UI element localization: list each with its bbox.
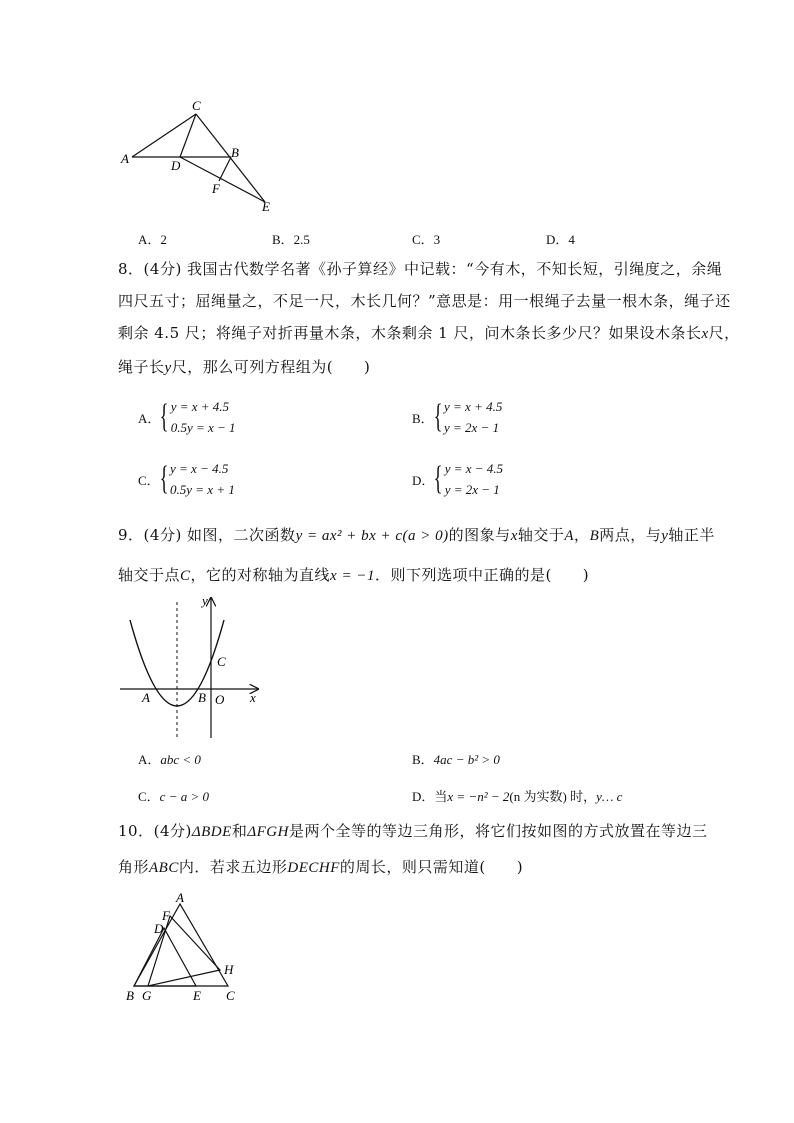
q7-option-c: C．3: [412, 232, 441, 247]
q10-label-A: A: [176, 890, 184, 905]
q8-line-1: 8．(4分) 我国古代数学名著《孙子算经》中记载：“今有木，不知长短，引绳度之，余绳: [118, 260, 723, 278]
q8-option-c: C． { y = x − 4.5 0.5y = x + 1: [138, 460, 235, 497]
q10-line-2: 角形ABC内．若求五边形DECHF的周长，则只需知道( ): [118, 858, 524, 876]
q10-label-B: B: [126, 988, 134, 1003]
q7-option-a: A．2: [138, 232, 167, 247]
q7-label-C: C: [192, 98, 201, 113]
q10-figure: [118, 890, 248, 1008]
q9-option-b: B．4ac − b² > 0: [412, 752, 500, 767]
q9-figure: [118, 592, 268, 742]
q9-label-x: x: [250, 690, 256, 705]
q8-line-3: 剩余 4.5 尺；将绳子对折再量木条，木条剩余 1 尺，问木条长多少尺？如果设木条长x尺，: [118, 324, 740, 342]
q9-label-C: C: [217, 654, 226, 669]
q7-option-b: B．2.5: [272, 232, 310, 247]
q9-label-y: y: [202, 593, 208, 608]
q10-label-D: D: [154, 921, 164, 936]
q9-line-1: 9．(4分) 如图，二次函数y = ax² + bx + c(a > 0)的图象与x轴交于A，B两点，与y轴正半: [118, 526, 715, 544]
q9-option-c: C．c − a > 0: [138, 789, 209, 804]
q8-option-b: B． { y = x + 4.5 y = 2x − 1: [412, 398, 503, 435]
q9-option-a: A．abc < 0: [138, 752, 201, 767]
q7-label-B: B: [231, 145, 239, 160]
q7-label-D: D: [171, 158, 181, 173]
q9-label-B: B: [198, 690, 206, 705]
q7-label-E: E: [262, 199, 270, 214]
q8-line-4: 绳子长y尺，那么可列方程组为( ): [118, 358, 371, 376]
q7-figure: [118, 96, 278, 218]
q8-line-2: 四尺五寸；屈绳量之，不足一尺，木长几何？”意思是：用一根绳子去量一根木条，绳子还: [118, 292, 731, 310]
q10-label-H: H: [224, 962, 234, 977]
q7-label-A: A: [121, 151, 129, 166]
q10-label-F: F: [162, 908, 170, 923]
q10-line-1: 10．(4分)ΔBDE和ΔFGH是两个全等的等边三角形，将它们按如图的方式放置在等边三: [118, 822, 708, 840]
q9-option-d: D．当x = −n² − 2(n 为实数) 时，y… c: [412, 789, 623, 804]
q10-label-G: G: [142, 988, 152, 1003]
q9-label-O: O: [215, 692, 225, 707]
q8-option-a: A． { y = x + 4.5 0.5y = x − 1: [138, 398, 236, 435]
q8-option-d: D． { y = x − 4.5 y = 2x − 1: [412, 460, 504, 497]
q9-label-A: A: [142, 690, 150, 705]
q10-label-C: C: [226, 988, 235, 1003]
q9-line-2: 轴交于点C，它的对称轴为直线x = −1．则下列选项中正确的是( ): [118, 566, 590, 584]
q7-label-F: F: [212, 181, 220, 196]
q7-option-d: D．4: [546, 232, 575, 247]
q10-label-E: E: [193, 988, 201, 1003]
